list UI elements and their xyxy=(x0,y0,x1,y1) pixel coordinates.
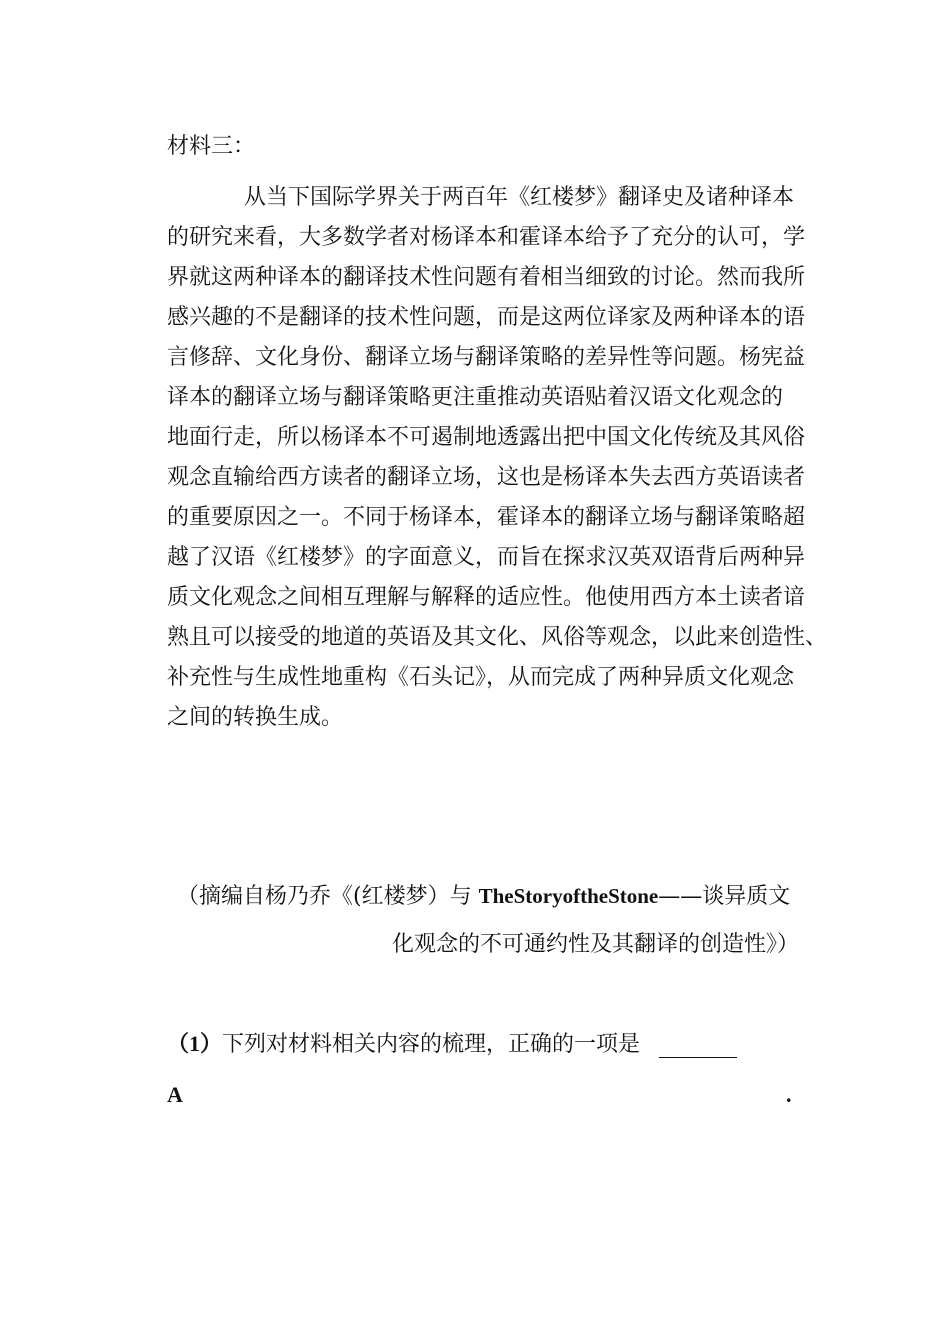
paragraph-line: 界就这两种译本的翻译技术性问题有着相当细致的讨论。然而我所 xyxy=(167,265,806,290)
paragraph-line: 言修辞、文化身份、翻译立场与翻译策略的差异性等问题。杨宪益 xyxy=(167,345,806,370)
citation-prefix: （摘编自杨乃乔《(红楼梦）与 xyxy=(177,884,479,909)
paragraph-line: 质文化观念之间相互理解与解释的适应性。他使用西方本土读者谙 xyxy=(167,585,806,610)
paragraph-line: 越了汉语《红楼梦》的字面意义，而旨在探求汉英双语背后两种异 xyxy=(167,545,806,570)
option-a-letter: A xyxy=(167,1082,183,1107)
question-number: （1） xyxy=(167,1031,223,1056)
citation-suffix: ——谈异质文 xyxy=(658,884,791,909)
citation-source-continued: 化观念的不可通约性及其翻译的创造性》） xyxy=(392,932,800,957)
question-text: 下列对材料相关内容的梳理，正确的一项是 xyxy=(222,1032,641,1057)
question-prompt xyxy=(167,1027,640,1062)
paragraph-line: 的重要原因之一。不同于杨译本，霍译本的翻译立场与翻译策略超 xyxy=(167,505,806,530)
citation-english-title: TheStoryoftheStone xyxy=(478,884,659,908)
paragraph-line: 熟且可以接受的地道的英语及其文化、风俗等观念，以此来创造性、 xyxy=(167,625,828,650)
paragraph-line: 之间的转换生成。 xyxy=(167,705,344,730)
paragraph-line: 的研究来看，大多数学者对杨译本和霍译本给予了充分的认可，学 xyxy=(167,225,806,250)
material-paragraph xyxy=(167,178,828,738)
paragraph-line: 观念直输给西方读者的翻译立场，这也是杨译本失去西方英语读者 xyxy=(167,465,806,490)
paragraph-line: 地面行走，所以杨译本不可遏制地透露出把中国文化传统及其风俗 xyxy=(167,425,806,450)
paragraph-line: 从当下国际学界关于两百年《红楼梦》翻译史及诸种译本 xyxy=(244,185,795,210)
option-a-dot: . xyxy=(786,1082,792,1107)
citation-source xyxy=(177,879,790,914)
answer-blank[interactable] xyxy=(659,1057,737,1058)
paragraph-line: 译本的翻译立场与翻译策略更注重推动英语贴着汉语文化观念的 xyxy=(167,385,784,410)
paragraph-line: 感兴趣的不是翻译的技术性问题，而是这两位译家及两种译本的语 xyxy=(167,305,806,330)
material-heading: 材料三： xyxy=(167,134,256,159)
paragraph-line: 补充性与生成性地重构《石头记》，从而完成了两种异质文化观念 xyxy=(167,665,795,690)
